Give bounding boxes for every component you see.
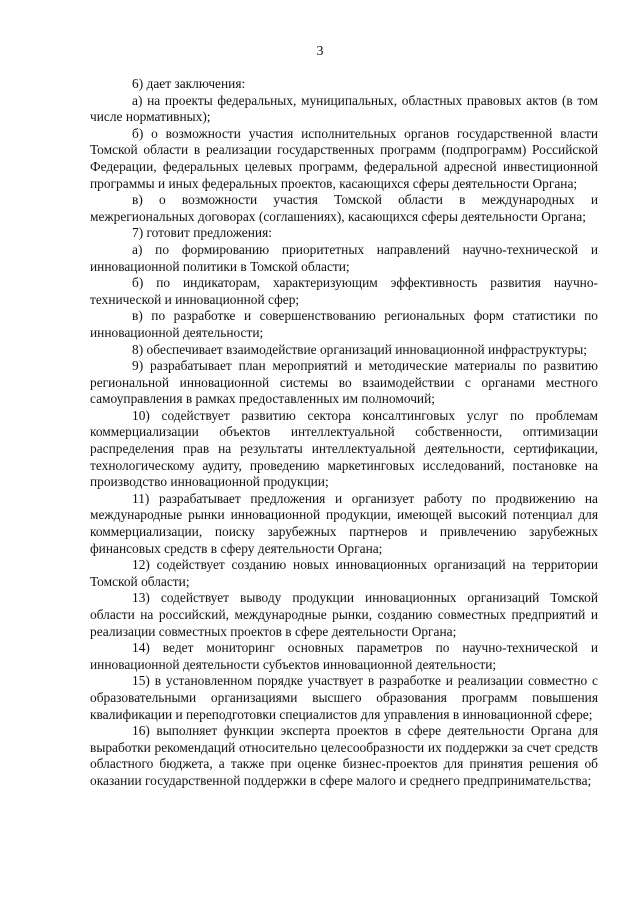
paragraph-6: 6) дает заключения: bbox=[132, 76, 246, 91]
paragraph-8: 8) обеспечивает взаимодействие организаций инновационной инфраструктуры; bbox=[132, 341, 587, 357]
paragraph-7v: в) по разработке и совершенствованию региональных форм статистики по инновационной деятельности; bbox=[90, 308, 598, 340]
paragraph-13: 13) содействует выводу продукции инновационных организаций Томской области на российский, международные рынки, созданию совместных предприятий и реализации совместных проектов в сфере деятельности Органа; bbox=[90, 590, 598, 639]
paragraph-16: 16) выполняет функции эксперта проектов в сфере деятельности Органа для выработки рекомендаций относительно целесообразности их поддержки за счет средств областного бюджета, а также при оценке бизнес-проектов для принятия решения об оказании государственной поддержки в сфере малого и среднего предпринимательства; bbox=[90, 723, 598, 788]
paragraph-7: 7) готовит предложения: bbox=[132, 225, 272, 241]
document-body bbox=[90, 76, 598, 790]
paragraph-11: 11) разрабатывает предложения и организует работу по продвижению на международные рынки инновационной продукции, имеющей высокий потенциал для коммерциализации, поиску зарубежных партнеров и привлечению зарубежных финансовых средств в сферу деятельности Органа; bbox=[90, 490, 598, 556]
paragraph-9: 9) разрабатывает план мероприятий и методические материалы по развитию региональной инновационной системы во взаимодействии с органами местного самоуправления в рамках предоставленных им полномочий; bbox=[90, 358, 598, 407]
page-number: 3 bbox=[316, 44, 324, 59]
paragraph-6b: б) о возможности участия исполнительных органов государственной власти Томской области в реализации государственных программ (подпрограмм) Российской Федерации, федеральных целевых программ, федеральной адресной инвестиционной программы и иных федеральных проектов, касающихся сферы деятельности Органа; bbox=[90, 125, 598, 191]
paragraph-12: 12) содействует созданию новых инновационных организаций на территории Томской области; bbox=[90, 557, 598, 589]
paragraph-14: 14) ведет мониторинг основных параметров по научно-технической и инновационной деятельности субъектов инновационной деятельности; bbox=[90, 640, 598, 672]
paragraph-6v: в) о возможности участия Томской области в международных и межрегиональных договорах (соглашениях), касающихся сферы деятельности Органа; bbox=[90, 192, 598, 224]
paragraph-15: 15) в установленном порядке участвует в разработке и реализации совместно с образовательными организациями высшего образования программ повышения квалификации и переподготовки специалистов для управления в инновационной сфере; bbox=[90, 673, 598, 722]
paragraph-10: 10) содействует развитию сектора консалтинговых услуг по проблемам коммерциализации объектов интеллектуальной собственности, оптимизации распределения прав на результаты интеллектуальной деятельности, сертификации, технологическому аудиту, проведению маркетинговых исследований, постановке на производство инновационной продукции; bbox=[90, 407, 598, 490]
paragraph-6a: а) на проекты федеральных, муниципальных, областных правовых актов (в том числе нормативных); bbox=[90, 92, 598, 125]
paragraph-7a: а) по формированию приоритетных направлений научно-технической и инновационной политики в Томской области; bbox=[90, 241, 598, 274]
paragraph-7b: б) по индикаторам, характеризующим эффективность развития научно-технической и инновационной сфер; bbox=[90, 275, 598, 307]
